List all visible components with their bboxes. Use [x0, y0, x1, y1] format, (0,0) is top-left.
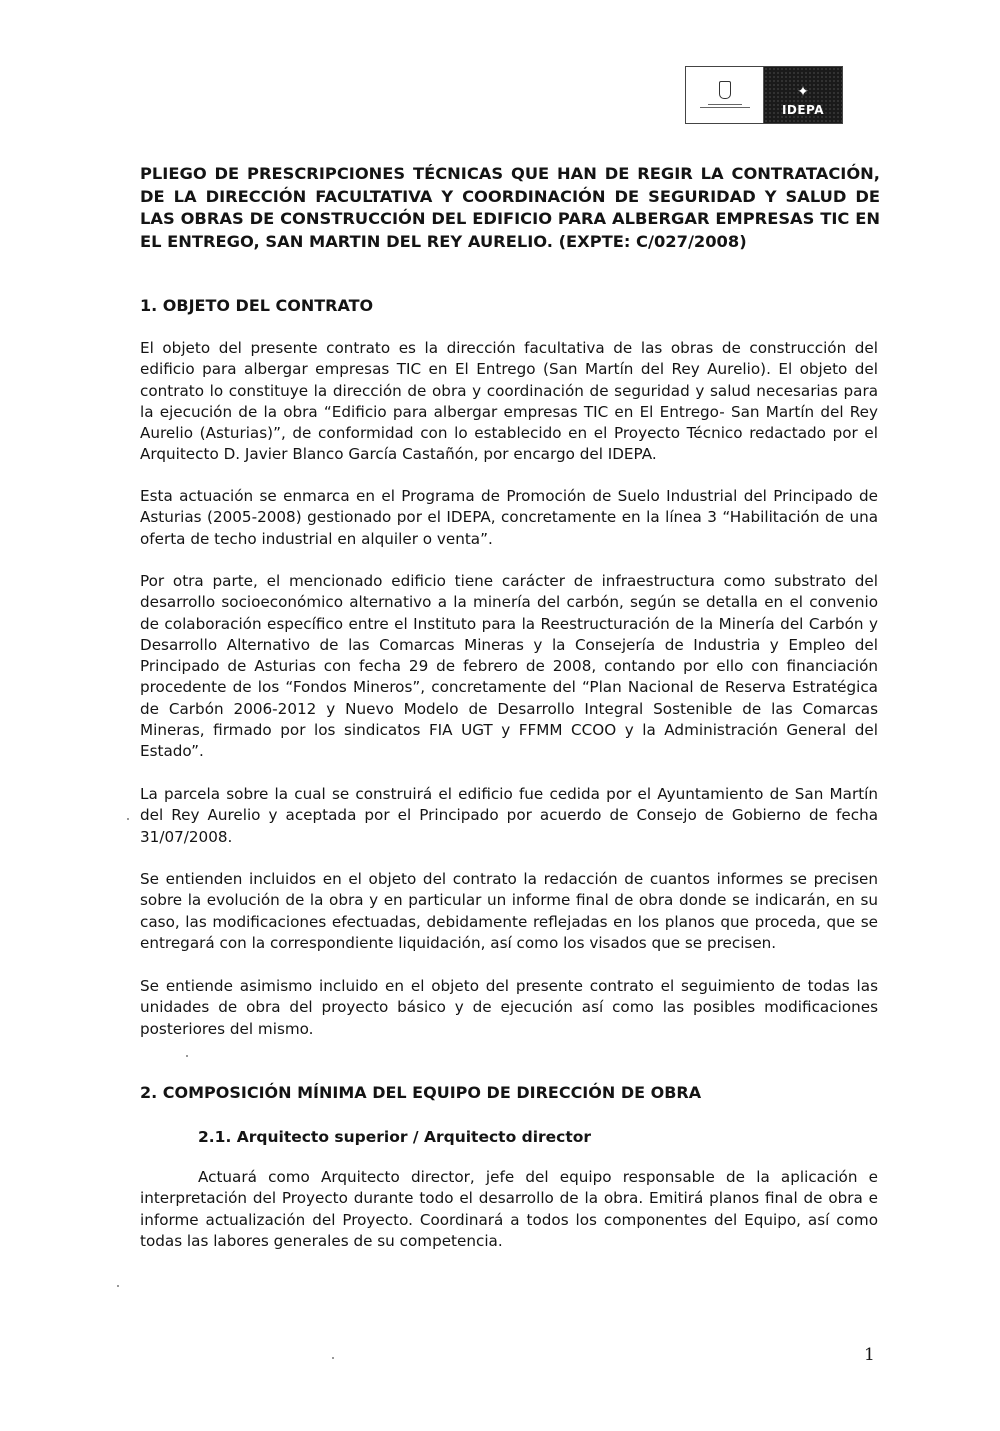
scan-speck — [127, 818, 129, 820]
emblem-text-line — [708, 104, 742, 105]
section-1-paragraph: Por otra parte, el mencionado edificio tiene carácter de infraestructura como substrato del desarrollo socioeconómico alternativo a la minería del carbón, según se detalla en el convenio de colaboración específico entre el Instituto para la Reestructuración de la Minería del Carbón y Desarrollo Alternativo de las Comarcas Mineras y la Consejería de Industria y Empleo del Principado de Asturias con fecha 29 de febrero de 2008, contando por ello con financiación procedente de los “Fondos Mineros”, concretamente del “Plan Nacional de Reserva Estratégica de Carbón 2006-2012 y Nuevo Modelo de Desarrollo Integral Sostenible de las Comarcas Mineras, firmado por los sindicatos FIA UGT y FFMM CCOO y la Administración General del Estado”. — [140, 572, 878, 761]
idepa-logo — [764, 67, 842, 123]
section-1-paragraph: La parcela sobre la cual se construirá el edificio fue cedida por el Ayuntamiento de San Martín del Rey Aurelio y aceptada por el Principado por acuerdo de Consejo de Gobierno de fecha 31/07/2008. — [140, 785, 878, 846]
crest-icon — [719, 81, 731, 99]
bird-icon: ✦ — [797, 84, 809, 100]
scan-speck — [117, 1285, 119, 1287]
document-title: PLIEGO DE PRESCRIPCIONES TÉCNICAS QUE HAN DE REGIR LA CONTRATACIÓN, DE LA DIRECCIÓN FACULTATIVA Y COORDINACIÓN DE SEGURIDAD Y SALUD DE LAS OBRAS DE CONSTRUCCIÓN DEL EDIFICIO PARA ALBERGAR EMPRESAS TIC EN EL ENTREGO, SAN MARTIN DEL REY AURELIO. (EXPTE: C/027/2008) — [140, 164, 880, 251]
page-number: 1 — [864, 1345, 875, 1365]
section-2-heading: 2. COMPOSICIÓN MÍNIMA DEL EQUIPO DE DIRECCIÓN DE OBRA — [140, 1083, 702, 1102]
section-1-paragraph: Esta actuación se enmarca en el Programa de Promoción de Suelo Industrial del Principado de Asturias (2005-2008) gestionado por el IDEPA, concretamente en la línea 3 “Habilitación de una oferta de techo industrial en alquiler o venta”. — [140, 487, 878, 548]
scan-speck — [332, 1357, 334, 1359]
section-1-paragraph: Se entienden incluidos en el objeto del contrato la redacción de cuantos informes se precisen sobre la evolución de la obra y en particular un informe final de obra donde se indicarán, en su caso, las modificaciones efectuadas, debidamente reflejadas en los planos que proceda, que se entregará con la correspondiente liquidación, así como los visados que se precisen. — [140, 870, 878, 952]
header-logo — [685, 66, 843, 124]
section-2-1-heading: 2.1. Arquitecto superior / Arquitecto director — [198, 1128, 592, 1146]
emblem-text-line — [700, 107, 750, 108]
section-1-paragraph: Se entiende asimismo incluido en el objeto del presente contrato el seguimiento de todas las unidades de obra del proyecto básico y de ejecución así como las posibles modificaciones posteriores del mismo. — [140, 977, 878, 1038]
section-2-1-paragraph: Actuará como Arquitecto director, jefe del equipo responsable de la aplicación e interpretación del Proyecto durante todo el desarrollo de la obra. Emitirá planos final de obra e informe actualización del Proyecto. Coordinará a todos los componentes del Equipo, así como todas las labores generales de su competencia. — [140, 1168, 878, 1250]
section-1-heading: 1. OBJETO DEL CONTRATO — [140, 296, 374, 315]
section-1-paragraph: El objeto del presente contrato es la dirección facultativa de las obras de construcción del edificio para albergar empresas TIC en El Entrego (San Martín del Rey Aurelio). El objeto del contrato lo constituye la dirección de obra y coordinación de seguridad y salud necesarias para la ejecución de la obra “Edificio para albergar empresas TIC en El Entrego- San Martín del Rey Aurelio (Asturias)”, de conformidad con lo establecido en el Proyecto Técnico redactado por el Arquitecto D. Javier Blanco García Castañón, por encargo del IDEPA. — [140, 339, 878, 464]
scan-speck — [186, 1055, 188, 1057]
idepa-brand: IDEPA — [781, 103, 825, 117]
government-emblem — [686, 67, 764, 123]
